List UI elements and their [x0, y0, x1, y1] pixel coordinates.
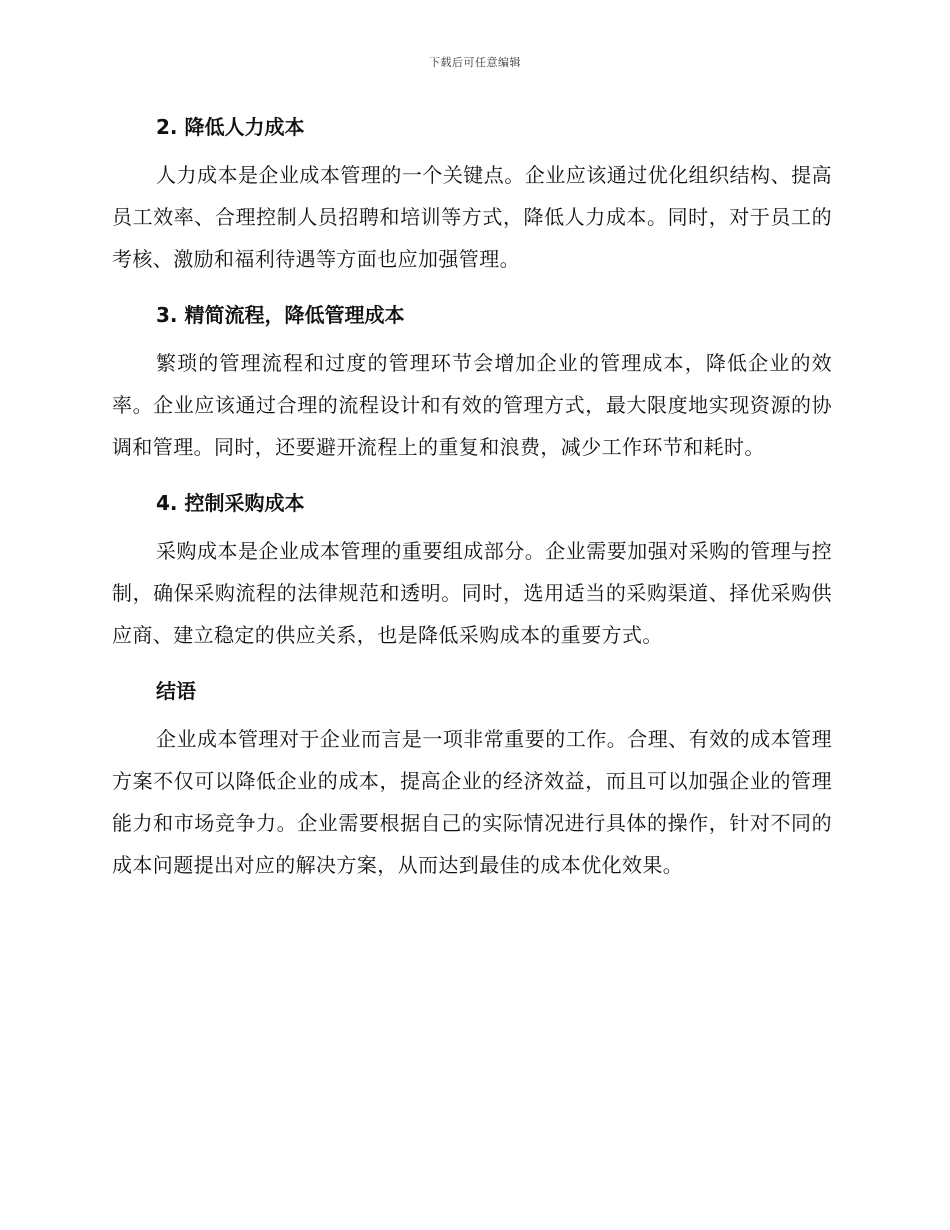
- section-paragraph-purchase-cost: 采购成本是企业成本管理的重要组成部分。企业需要加强对采购的管理与控制，确保采购流程的法律规范和透明。同时，选用适当的采购渠道、择优采购供应商、建立稳定的供应关系，也是降低采购成本的重要方式。: [112, 539, 832, 647]
- section-paragraph-conclusion: 企业成本管理对于企业而言是一项非常重要的工作。合理、有效的成本管理方案不仅可以降低企业的成本，提高企业的经济效益，而且可以加强企业的管理能力和市场竞争力。企业需要根据自己的实际情况进行具体的操作，针对不同的成本问题提出对应的解决方案，从而达到最佳的成本优化效果。: [112, 727, 832, 877]
- document-body: [112, 106, 832, 900]
- section-paragraph-process-cost: 繁琐的管理流程和过度的管理环节会增加企业的管理成本，降低企业的效率。企业应该通过合理的流程设计和有效的管理方式，最大限度地实现资源的协调和管理。同时，还要避开流程上的重复和浪费，减少工作环节和耗时。: [112, 351, 832, 459]
- page-header: 下载后可任意编辑: [429, 56, 521, 69]
- section-heading-conclusion: 结语: [156, 679, 196, 703]
- section-paragraph-labor-cost: 人力成本是企业成本管理的一个关键点。企业应该通过优化组织结构、提高员工效率、合理控制人员招聘和培训等方式，降低人力成本。同时，对于员工的考核、激励和福利待遇等方面也应加强管理。: [112, 163, 832, 271]
- section-heading-purchase-cost: 4. 控制采购成本: [156, 491, 305, 515]
- section-heading-labor-cost: 2. 降低人力成本: [156, 115, 305, 139]
- section-heading-process-cost: 3. 精简流程，降低管理成本: [156, 303, 405, 327]
